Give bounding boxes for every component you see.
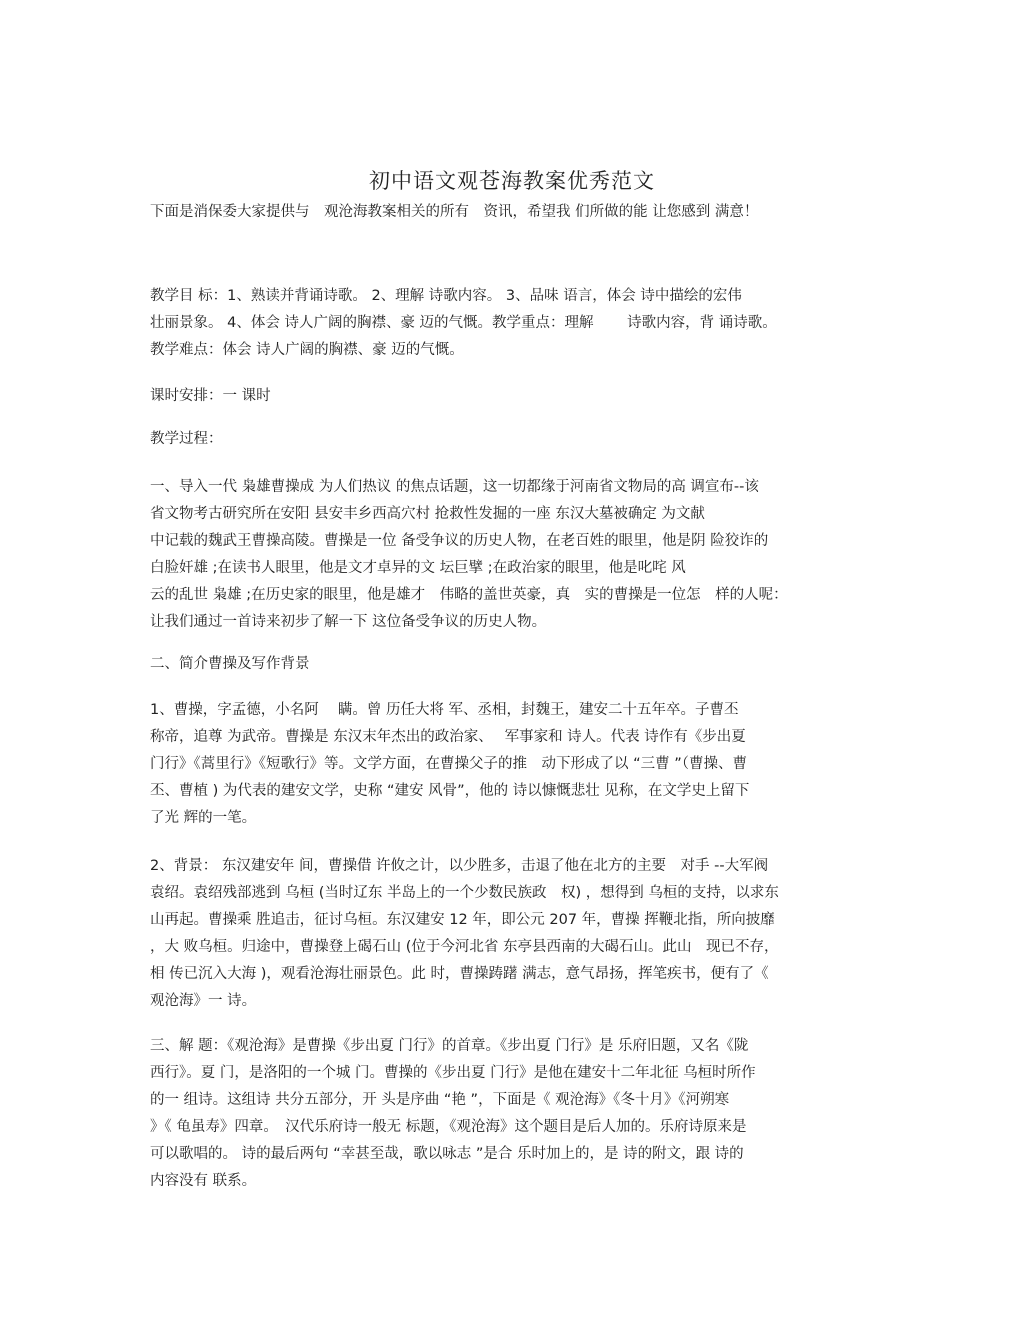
text-line: 》《 龟虽寿》四章。 汉代乐府诗一般无 标题，《观沧海》这个题目是后人加的。乐府诗原来是 [150,1119,747,1135]
text-line: 中记载的魏武王曹操高陵。曹操是一位 备受争议的历史人物，在老百姓的眼里，他是阴 险狡诈的 [150,533,769,549]
item-1-biography [150,697,874,832]
text-line: 白脸奸雄 ;在读书人眼里，他是文才卓异的文 坛巨擘 ;在政治家的眼里，他是叱咤 风 [150,560,686,576]
text-line: 门行》《蒿里行》《短歌行》等。文学方面，在曹操父子的推 动下形成了以 “三曹 ”（曹操、曹 [150,756,747,772]
text-line: ，大 败乌桓。归途中，曹操登上碣石山 (位于今河北省 东亭县西南的大碣石山。此山 现已不存， [150,939,779,955]
text-line: 丕、曹植 ) 为代表的建安文学，史称 “建安 风骨”，他的 诗以慷慨悲壮 见称，在文学史上留下 [150,783,750,799]
text-line: 教学过程： [150,431,223,447]
teaching-goals [150,283,874,364]
text-line: 山再起。曹操乘 胜追击，征讨乌桓。东汉建安 12 年，即公元 207 年，曹操 挥鞭北指，所向披靡 [150,912,775,928]
text-line: 内容没有 联系。 [150,1173,257,1189]
page-title: 初中语文观苍海教案优秀范文 [369,169,655,193]
text-line: 的一 组诗。这组诗 共分五部分，开 头是序曲 “艳 ”，下面是《 观沧海》《冬十月》《河朔寒 [150,1092,730,1108]
text-line: 了光 辉的一笔。 [150,810,257,826]
section-3-explanation [150,1033,874,1195]
text-line: 三、解 题：《观沧海》是曹操《步出夏 门行》的首章。《步出夏 门行》是 乐府旧题，又名《陇 [150,1038,749,1054]
intro-text: 下面是消保委大家提供与 观沧海教案相关的所有 资讯，希望我 们所做的能 让您感到 满意！ [150,204,759,220]
text-line: 称帝，追尊 为武帝。曹操是 东汉末年杰出的政治家、 军事家和 诗人。代表 诗作有《步出夏 [150,729,746,745]
text-line: 相 传已沉入大海 )，观看沧海壮丽景色。此 时，曹操踌躇 满志，意气昂扬，挥笔疾书，便有了《 [150,966,769,982]
section-1-intro [150,474,874,636]
text-line: 袁绍。袁绍残部逃到 乌桓 (当时辽东 半岛上的一个少数民族政 权) ，想得到 乌桓的支持，以求东 [150,885,779,901]
process-label [150,426,874,453]
text-line: 二、简介曹操及写作背景 [150,656,310,672]
text-line: 壮丽景象。 4、体会 诗人广阔的胸襟、豪 迈的气慨。教学重点：理解 诗歌内容，背 诵诗歌。 [150,315,777,331]
section-2-heading [150,651,874,678]
text-line: 2、背景： 东汉建安年 间，曹操借 许攸之计，以少胜多，击退了他在北方的主要 对手 --大军阀 [150,858,769,874]
text-line: 一、导入一代 枭雄曹操成 为人们热议 的焦点话题，这一切都缘于河南省文物局的高 调宣布--该 [150,479,759,495]
text-line: 西行》。夏 门，是洛阳的一个城 门。曹操的《步出夏 门行》是他在建安十二年北征 乌桓时所作 [150,1065,756,1081]
text-line: 可以歌唱的。 诗的最后两句 “幸甚至哉，歌以咏志 ”是合 乐时加上的，是 诗的附文，跟 诗的 [150,1146,744,1162]
text-line: 教学难点：体会 诗人广阔的胸襟、豪 迈的气慨。 [150,342,464,358]
schedule [150,383,874,410]
text-line: 观沧海》一 诗。 [150,993,257,1009]
item-2-background [150,853,874,1015]
text-line: 课时安排：一 课时 [150,388,271,404]
text-line: 教学目 标：1、熟读并背诵诗歌。 2、理解 诗歌内容。 3、品味 语言，体会 诗中描绘的宏伟 [150,288,742,304]
text-line: 让我们通过一首诗来初步了解一下 这位备受争议的历史人物。 [150,614,547,630]
text-line: 省文物考古研究所在安阳 县安丰乡西高穴村 抢救性发掘的一座 东汉大墓被确定 为文献 [150,506,705,522]
text-line: 云的乱世 枭雄 ;在历史家的眼里，他是雄才 伟略的盖世英豪，真 实的曹操是一位怎 样的人呢： [150,587,788,603]
text-line: 1、曹操，字孟德，小名阿 瞒。曾 历任大将 军、丞相，封魏王，建安二十五年卒。子曹丕 [150,702,739,718]
